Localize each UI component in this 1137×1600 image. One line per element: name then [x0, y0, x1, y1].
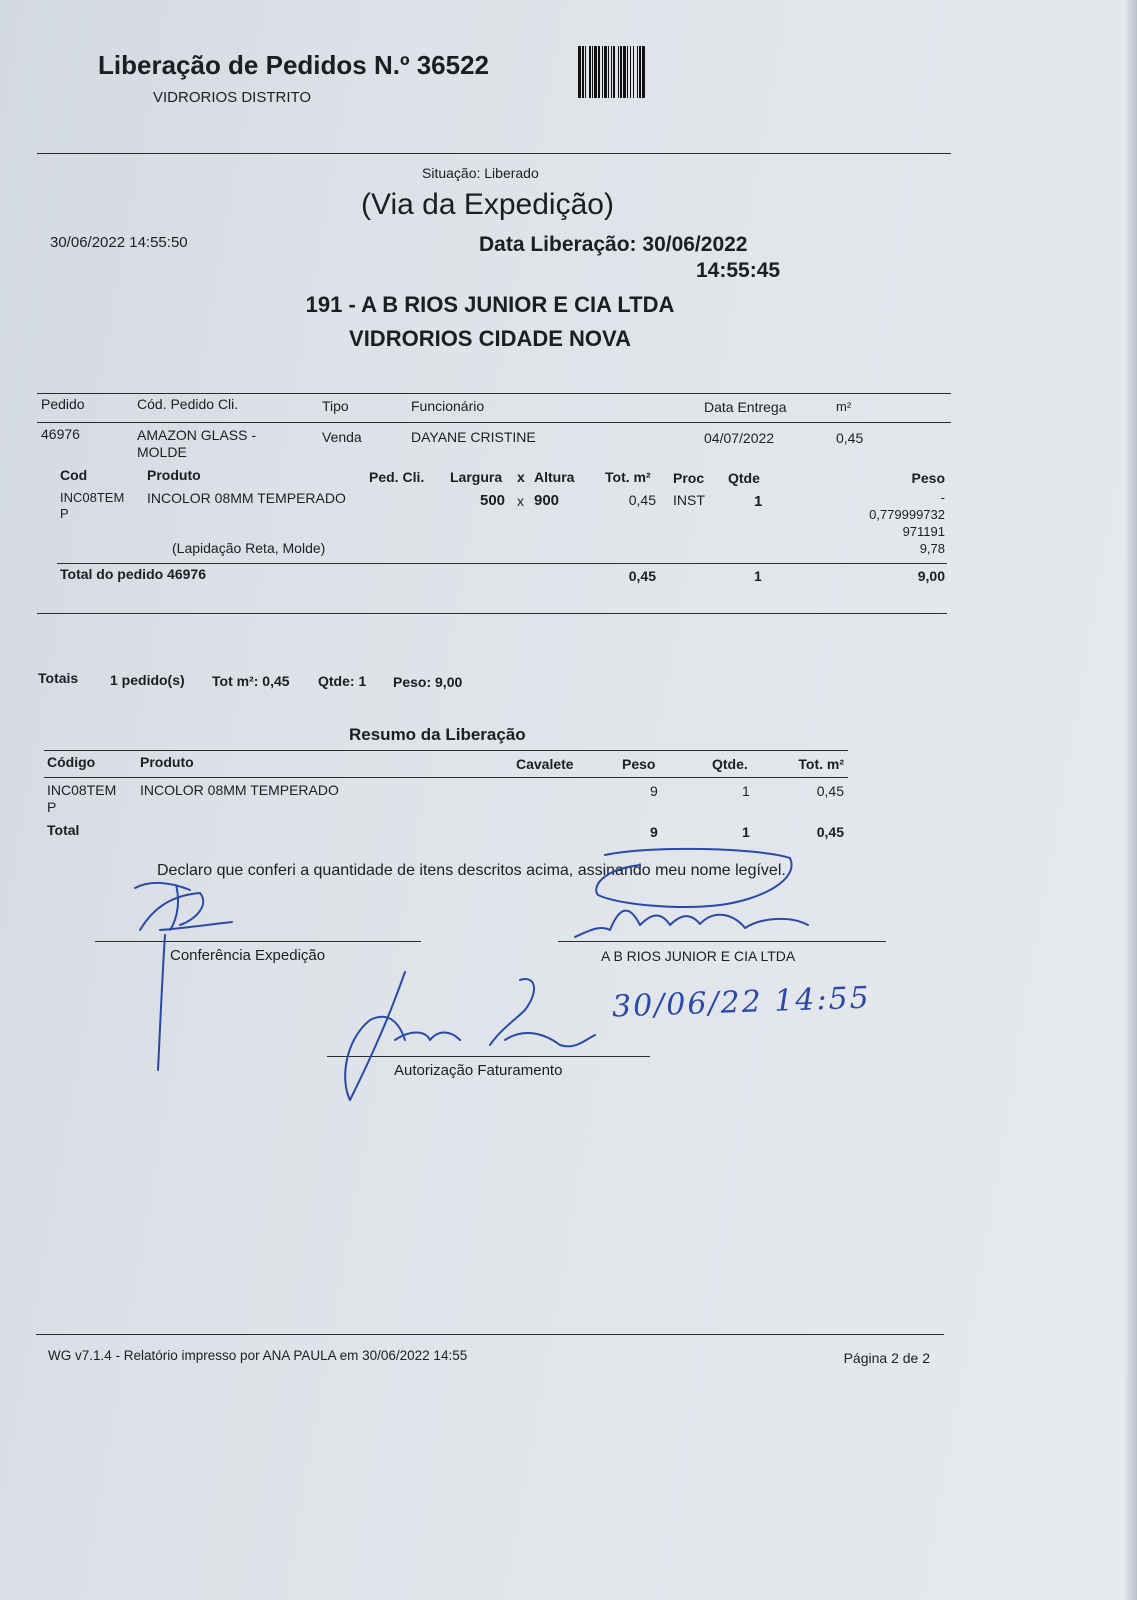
declaration-text: Declaro que conferi a quantidade de itens descritos acima, assinando meu nome legível. [157, 862, 786, 879]
item-peso-2: 0,779999732 [869, 507, 945, 522]
item-proc: INST [673, 492, 705, 508]
totais-qtde: Qtde: 1 [318, 673, 367, 689]
order-funcionario: DAYANE CRISTINE [411, 429, 536, 445]
total-pedido-label: Total do pedido 46976 [60, 566, 206, 582]
handwritten-date: 30/06/22 14:55 [611, 980, 872, 1025]
item-col-ped-cli: Ped. Cli. [369, 469, 425, 485]
signature-conferencia-stroke [135, 883, 232, 1070]
hora-liberacao: 14:55:45 [696, 259, 781, 282]
resumo-total-peso: 9 [650, 824, 658, 840]
item-altura: 900 [534, 492, 560, 509]
item-peso-3: 971191 [902, 524, 945, 539]
item-col-altura: Altura [534, 469, 575, 485]
item-largura: 500 [480, 492, 506, 509]
col-m2: m² [836, 399, 852, 414]
item-cod-2: P [60, 506, 69, 521]
footer-page: Página 2 de 2 [843, 1350, 930, 1366]
resumo-col-qtde: Qtde. [712, 756, 748, 772]
resumo-total-qtde: 1 [742, 824, 750, 840]
item-col-tot-m2: Tot. m² [605, 469, 651, 485]
totais-pedidos: 1 pedido(s) [110, 672, 185, 688]
company-subtitle: VIDRORIOS DISTRITO [153, 89, 312, 106]
col-cod-pedido-cli: Cód. Pedido Cli. [137, 396, 239, 412]
total-pedido-peso: 9,00 [917, 568, 945, 584]
resumo-col-produto: Produto [140, 754, 194, 770]
resumo-col-codigo: Código [47, 754, 96, 770]
item-tot-m2: 0,45 [628, 492, 656, 508]
item-col-largura: Largura [450, 469, 503, 485]
order-tipo: Venda [322, 429, 362, 445]
conferencia-label: Conferência Expedição [170, 947, 326, 964]
item-col-x: x [517, 469, 525, 485]
resumo-produto: INCOLOR 08MM TEMPERADO [140, 782, 339, 798]
resumo-total-tot-m2: 0,45 [816, 824, 844, 840]
item-peso-4: 9,78 [919, 541, 945, 556]
order-m2: 0,45 [836, 430, 864, 446]
data-liberacao: Data Liberação: 30/06/2022 [479, 233, 748, 256]
resumo-total-label: Total [47, 822, 80, 838]
totais-peso: Peso: 9,00 [393, 674, 463, 690]
resumo-peso: 9 [650, 783, 658, 799]
item-obs: (Lapidação Reta, Molde) [172, 540, 326, 556]
item-col-peso: Peso [911, 470, 945, 486]
signature-client-stroke [575, 849, 808, 937]
col-funcionario: Funcionário [411, 398, 485, 414]
order-cod-cli-1: AMAZON GLASS - [137, 427, 257, 443]
resumo-col-cavalete: Cavalete [516, 756, 574, 772]
item-col-proc: Proc [673, 470, 705, 486]
footer-rule [36, 1334, 944, 1335]
col-data-entrega: Data Entrega [704, 399, 787, 415]
item-x: x [517, 493, 524, 509]
item-col-qtde: Qtde [728, 470, 760, 486]
col-tipo: Tipo [322, 398, 349, 414]
client-name: 191 - A B RIOS JUNIOR E CIA LTDA [305, 292, 675, 317]
autorizacao-label: Autorização Faturamento [394, 1062, 563, 1079]
resumo-codigo-2: P [47, 799, 57, 815]
item-col-produto: Produto [147, 467, 201, 483]
totais-label: Totais [38, 670, 79, 686]
item-peso-1: - [940, 490, 945, 505]
resumo-title: Resumo da Liberação [349, 725, 526, 744]
total-pedido-m2: 0,45 [628, 568, 656, 584]
resumo-tot-m2: 0,45 [816, 783, 844, 799]
document-title: Liberação de Pedidos N.º 36522 [98, 50, 489, 80]
situacao-label: Situação: Liberado [422, 165, 539, 181]
item-cod-1: INC08TEM [60, 490, 125, 505]
item-produto: INCOLOR 08MM TEMPERADO [147, 490, 346, 506]
via-label: (Via da Expedição) [361, 188, 614, 221]
resumo-codigo-1: INC08TEM [47, 782, 117, 798]
resumo-col-tot-m2: Tot. m² [798, 756, 844, 772]
client-signature-label: A B RIOS JUNIOR E CIA LTDA [601, 948, 796, 964]
total-pedido-qtde: 1 [754, 568, 762, 584]
order-pedido: 46976 [41, 426, 80, 442]
totais-m2: Tot m²: 0,45 [212, 673, 290, 689]
order-data-entrega: 04/07/2022 [704, 430, 775, 446]
item-col-cod: Cod [60, 467, 88, 483]
item-qtde: 1 [754, 493, 763, 510]
printed-timestamp: 30/06/2022 14:55:50 [50, 234, 188, 251]
resumo-qtde: 1 [742, 783, 750, 799]
client-store: VIDRORIOS CIDADE NOVA [349, 326, 631, 351]
signature-autorizacao-stroke [345, 972, 595, 1100]
resumo-col-peso: Peso [622, 756, 656, 772]
order-cod-cli-2: MOLDE [137, 444, 187, 460]
col-pedido: Pedido [41, 396, 85, 412]
footer-printed-by: WG v7.1.4 - Relatório impresso por ANA PAULA em 30/06/2022 14:55 [48, 1348, 468, 1363]
